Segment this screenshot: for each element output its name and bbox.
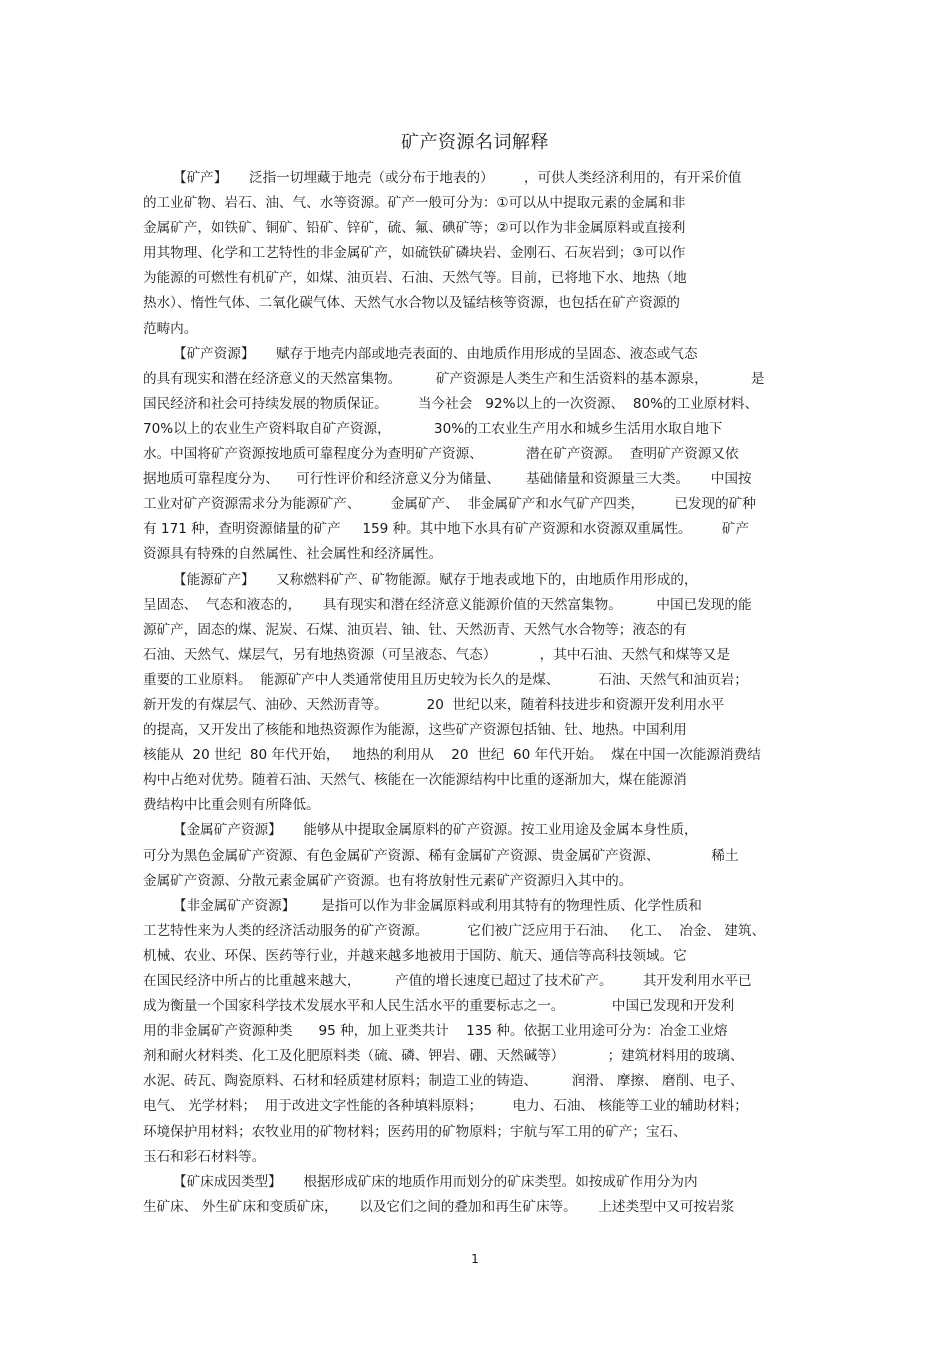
text-line: 金属矿产资源、分散元素金属矿产资源。也有将放射性元素矿产资源归入其中的。	[143, 872, 633, 889]
text-line: 用的非金属矿产资源种类 95 种，加上亚类共计 135 种。依据工业用途可分为：冶金工业熔	[143, 1023, 728, 1040]
text-line: 【能源矿产】 又称燃料矿产、矿物能源。赋存于地表或地下的，由地质作用形成的，	[173, 571, 698, 588]
text-line: 水。中国将矿产资源按地质可靠程度分为查明矿产资源、 潜在矿产资源。 查明矿产资源又依	[143, 446, 739, 463]
text-line: 水泥、砖瓦、陶瓷原料、石材和轻质建材原料；制造工业的铸造、 润滑、 摩擦、 磨削、电子、	[143, 1073, 744, 1090]
text-line: 工业对矿产资源需求分为能源矿产、 金属矿产、 非金属矿产和水气矿产四类， 已发现的矿种	[143, 496, 756, 513]
text-line: 的工业矿物、岩石、油、气、水等资源。矿产一般可分为：①可以从中提取元素的金属和非	[143, 195, 686, 212]
text-line: 构中占绝对优势。随着石油、天然气、核能在一次能源结构中比重的逐渐加大，煤在能源消	[143, 772, 687, 789]
text-line: 机械、农业、环保、医药等行业，并越来越多地被用于国防、航天、通信等高科技领域。它	[143, 947, 687, 964]
text-line: 玉石和彩石材料等。	[143, 1148, 266, 1165]
text-line: 用其物理、化学和工艺特性的非金属矿产，如硫铁矿磷块岩、金刚石、石灰岩到；③可以作	[143, 245, 686, 262]
text-line: 为能源的可燃性有机矿产，如煤、油页岩、石油、天然气等。目前，已将地下水、地热（地	[143, 270, 687, 287]
text-line: 范畴内。	[143, 320, 198, 337]
text-line: 热水）、惰性气体、二氧化碳气体、天然气水合物以及锰结核等资源，也包括在矿产资源的	[143, 295, 680, 312]
page-title: 矿产资源名词解释	[401, 132, 549, 153]
text-line: 的提高，又开发出了核能和地热资源作为能源，这些矿产资源包括铀、钍、地热。中国利用	[143, 722, 687, 739]
text-line: 70%以上的农业生产资料取自矿产资源， 30%的工农业生产用水和城乡生活用水取自地下	[143, 420, 723, 437]
text-line: 可分为黑色金属矿产资源、有色金属矿产资源、稀有金属矿产资源、贵金属矿产资源、 稀土	[143, 847, 739, 864]
text-line: 【矿床成因类型】 根据形成矿床的地质作用而划分的矿床类型。如按成矿作用分为内	[173, 1173, 698, 1190]
document-body	[143, 166, 808, 1220]
text-line: 重要的工业原料。 能源矿产中人类通常使用且历史较为长久的是煤、 石油、天然气和油页岩；	[143, 671, 748, 688]
text-line: 在国民经济中所占的比重越来越大， 产值的增长速度已超过了技术矿产。 其开发利用水平已	[143, 973, 752, 989]
text-line: 新开发的有煤层气、油砂、天然沥青等。 20 世纪以来，随着科技进步和资源开发利用水平	[143, 696, 725, 713]
text-line: 核能从 20 世纪 80 年代开始， 地热的利用从 20 世纪 60 年代开始。 煤在中国一次能源消费结	[143, 747, 761, 764]
text-line: 呈固态、 气态和液态的， 具有现实和潜在经济意义能源价值的天然富集物。 中国已发现的能	[143, 596, 752, 613]
text-line: 【矿产资源】 赋存于地壳内部或地壳表面的、由地质作用形成的呈固态、液态或气态	[173, 345, 698, 362]
text-line: 成为衡量一个国家科学技术发展水平和人民生活水平的重要标志之一。 中国已发现和开发利	[143, 998, 735, 1015]
text-line: 【矿产】 泛指一切埋藏于地壳（或分布于地表的） ，可供人类经济利用的，有开采价值	[173, 170, 742, 186]
text-line: 【非金属矿产资源】 是指可以作为非金属原料或利用其特有的物理性质、化学性质和	[173, 897, 702, 914]
text-line: 金属矿产，如铁矿、铜矿、铅矿、锌矿，硫、氟、碘矿等；②可以作为非金属原料或直接利	[143, 220, 686, 237]
text-line: 资源具有特殊的自然属性、社会属性和经济属性。	[143, 546, 443, 563]
text-line: 生矿床、 外生矿床和变质矿床， 以及它们之间的叠加和再生矿床等。 上述类型中又可按岩浆	[143, 1198, 735, 1215]
page-number: 1	[471, 1252, 479, 1266]
text-line: 电气、 光学材料； 用于改进文字性能的各种填料原料； 电力、石油、 核能等工业的辅助材料；	[143, 1098, 748, 1115]
text-line: 据地质可靠程度分为、 可行性评价和经济意义分为储量、 基础储量和资源量三大类。 中国按	[143, 471, 752, 488]
text-line: 工艺特性来为人类的经济活动服务的矿产资源。 它们被广泛应用于石油、 化工、 冶金、 建筑、	[143, 922, 766, 939]
text-line: 国民经济和社会可持续发展的物质保证。 当今社会 92%以上的一次资源、 80%的工业原材料、	[143, 395, 759, 412]
text-line: 环境保护用材料；农牧业用的矿物材料；医药用的矿物原料；宇航与军工用的矿产；宝石、	[143, 1123, 687, 1140]
text-line: 【金属矿产资源】 能够从中提取金属原料的矿产资源。按工业用途及金属本身性质，	[173, 822, 698, 839]
text-line: 的具有现实和潜在经济意义的天然富集物。 矿产资源是人类生产和生活资料的基本源泉， 是	[143, 370, 765, 387]
text-line: 剂和耐火材料类、化工及化肥原料类（硫、磷、钾岩、硼、天然碱等） ；建筑材料用的玻璃、	[143, 1048, 744, 1065]
text-line: 源矿产，固态的煤、泥炭、石煤、油页岩、铀、钍、天然沥青、天然气水合物等；液态的有	[143, 621, 687, 638]
text-line: 石油、天然气、煤层气，另有地热资源（可呈液态、气态） ，其中石油、天然气和煤等又是	[143, 646, 730, 663]
text-line: 费结构中比重会则有所降低。	[143, 797, 320, 814]
text-line: 有 171 种，查明资源储量的矿产 159 种。其中地下水具有矿产资源和水资源双重属性。 矿产	[143, 521, 750, 538]
